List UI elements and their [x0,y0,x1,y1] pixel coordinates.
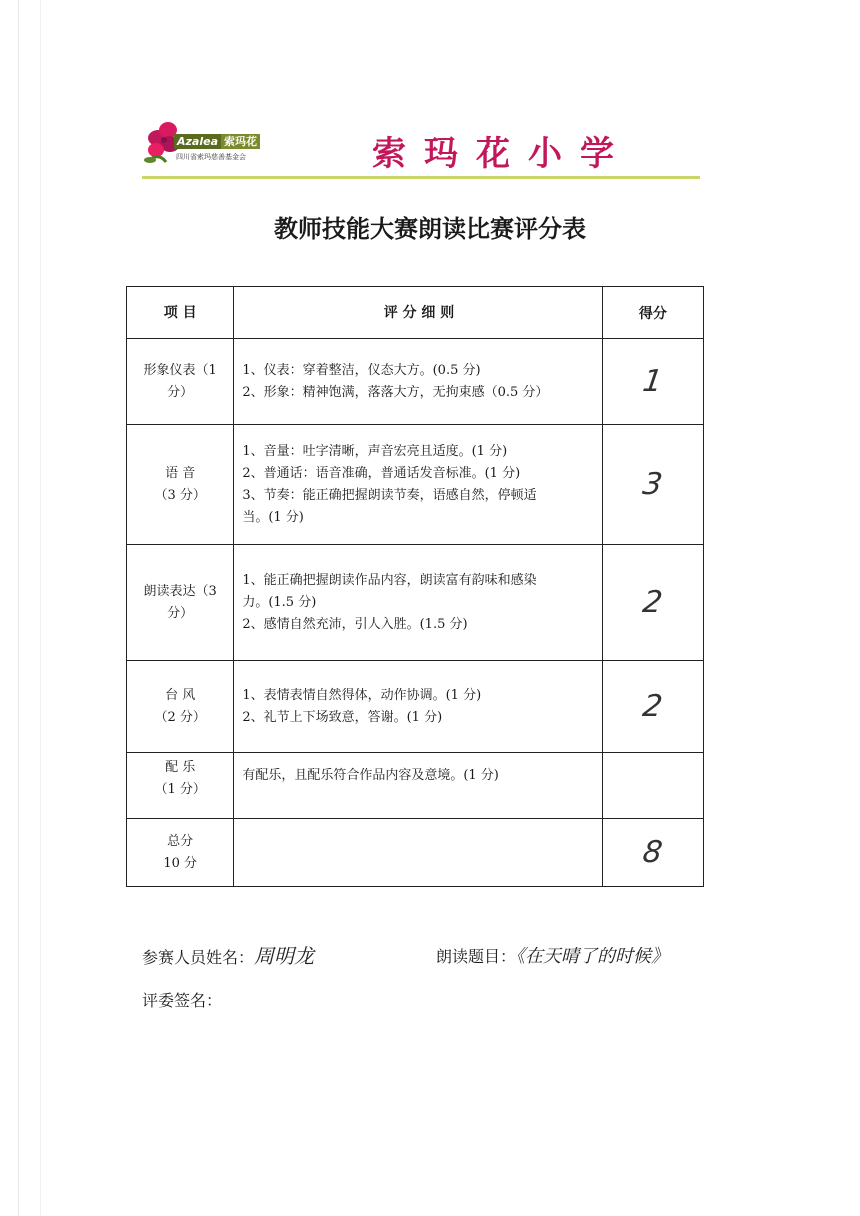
judge-signature-field [142,988,222,1011]
row-item [127,545,234,661]
row-item-line: 配 乐 [165,760,196,775]
criteria-line: 1、能正确把握朗读作品内容，朗读富有韵味和感染 [242,572,537,588]
row-score [602,425,703,545]
criteria-line: 力。(1.5 分) [242,594,317,610]
row-item-line: （3 分） [154,487,206,503]
document-title: 教师技能大赛朗读比赛评分表 [274,215,586,243]
row-item-line: （2 分） [154,709,206,725]
score-value: 2 [640,689,665,724]
table-row [127,425,704,545]
header-score: 得分 [602,287,703,339]
score-value: 8 [640,835,665,870]
row-score [602,819,703,887]
criteria-line: 1、音量：吐字清晰，声音宏亮且适度。(1 分) [242,443,508,459]
table-header-row [127,287,704,339]
row-criteria [234,339,602,425]
criteria-line: 1、表情表情自然得体，动作协调。(1 分) [242,687,482,703]
participant-label: 参赛人员姓名： [142,948,255,967]
table-row [127,339,704,425]
score-value: 1 [640,364,665,399]
school-name: 索玛花小学 [372,134,632,174]
row-criteria [234,545,602,661]
row-score [602,339,703,425]
row-item [127,819,234,887]
logo-latin: Azalea [174,134,221,149]
logo-subtitle: 四川省索玛慈善基金会 [176,153,246,161]
header-criteria: 评 分 细 则 [234,287,602,339]
table-row-total [127,819,704,887]
row-score [602,753,703,819]
scan-edge-inner [40,0,41,1216]
row-score [602,661,703,753]
header-rule [142,176,700,179]
criteria-line: 2、普通话：语音准确，普通话发音标准。(1 分) [242,465,521,481]
criteria-line: 当。(1 分) [242,509,304,525]
criteria-line: 3、节奏：能正确把握朗读节奏，语感自然，停顿适 [242,487,537,503]
criteria-line: 2、感情自然充沛，引人入胜。(1.5 分) [242,616,468,632]
row-item-line: 形象仪表（1 [143,362,217,378]
row-item-line: 朗读表达（3 [143,583,217,599]
row-item-line: 语 音 [165,465,196,481]
row-item [127,753,234,819]
header-item: 项 目 [127,287,234,339]
criteria-line: 有配乐，且配乐符合作品内容及意境。(1 分) [242,768,499,783]
row-criteria [234,425,602,545]
logo-cn: 索玛花 [221,134,260,149]
table-row [127,753,704,819]
logo-wordmark [174,134,260,149]
row-score [602,545,703,661]
score-table [126,286,704,887]
row-item [127,661,234,753]
table-row [127,545,704,661]
row-item-line: 10 分 [163,855,197,871]
row-item-line: 分） [167,605,194,621]
row-item-line: 总分 [167,833,194,849]
row-item-line: 台 风 [165,687,196,703]
row-item-line: （1 分） [154,782,206,797]
topic-label: 朗读题目： [436,947,517,966]
participant-name: 周明龙 [254,944,315,968]
azalea-logo [142,116,278,166]
criteria-line: 2、形象：精神饱满，落落大方，无拘束感（0.5 分） [242,384,549,400]
criteria-line: 2、礼节上下场致意，答谢。(1 分) [242,709,443,725]
row-item-line: 分） [167,384,194,400]
table-row [127,661,704,753]
score-value: 2 [640,585,665,620]
topic-value: 《在天晴了的时候》 [516,946,670,967]
criteria-line: 1、仪表：穿着整洁，仪态大方。(0.5 分) [242,362,481,378]
row-criteria [234,753,602,819]
score-value: 3 [640,467,665,502]
row-item [127,339,234,425]
row-item [127,425,234,545]
participant-field [142,940,314,969]
row-criteria [234,661,602,753]
topic-field [436,942,669,968]
scan-edge [18,0,19,1216]
row-criteria-empty [234,819,602,887]
judge-label: 评委签名： [142,991,223,1010]
